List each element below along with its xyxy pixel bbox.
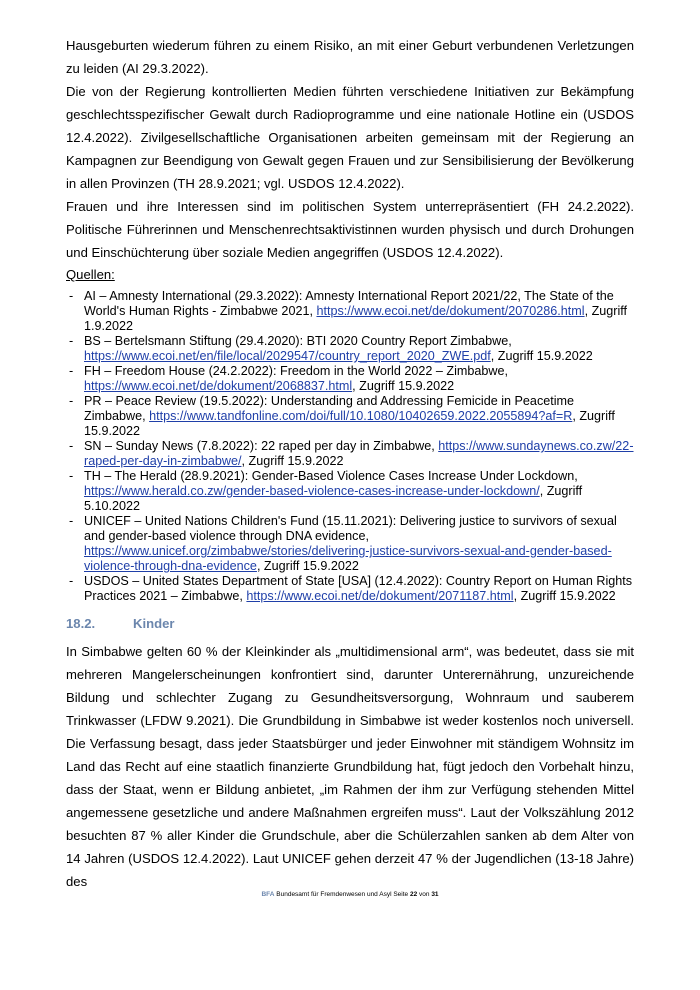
- source-item: - TH – The Herald (28.9.2021): Gender-Based Violence Cases Increase Under Lockdown, https://www.herald.co.zw/gender-based-violence-cases-increase-under-lockdown/, Zugriff 5.10.2022: [84, 469, 634, 514]
- footer-of: von: [419, 891, 430, 898]
- source-link[interactable]: https://www.ecoi.net/de/dokument/2068837.html: [84, 379, 353, 393]
- paragraph-media-initiatives: Die von der Regierung kontrollierten Medien führten verschiedene Initiativen zur Bekämpfung geschlechtsspezifischer Gewalt durch Radioprogramme und eine nationale Hotline ein (USDOS 12.4.2022). Zivilgesellschaftliche Organisationen arbeiten gemeinsam mit der Regierung an Kampagnen zur Beendigung von Gewalt gegen Frauen und zur Sensibilisierung der Bevölkerung in allen Provinzen (TH 28.9.2021; vgl. USDOS 12.4.2022).: [66, 84, 634, 191]
- sources-list: [66, 289, 634, 604]
- footer-text: Bundesamt für Fremdenwesen und Asyl Seite: [276, 891, 409, 898]
- page-footer: [0, 891, 700, 898]
- sources-heading: Quellen:: [66, 267, 115, 282]
- footer-brand: BFA: [261, 891, 275, 898]
- source-link[interactable]: https://www.ecoi.net/en/file/local/2029547/country_report_2020_ZWE.pdf: [84, 349, 491, 363]
- footer-page-number: 22: [409, 891, 418, 898]
- section-number: 18.2.: [66, 616, 96, 631]
- source-item: - SN – Sunday News (7.8.2022): 22 raped per day in Zimbabwe, https://www.sundaynews.co.zw/22-raped-per-day-in-zimbabwe/, Zugriff 15.9.2022: [84, 439, 634, 469]
- source-item: - FH – Freedom House (24.2.2022): Freedom in the World 2022 – Zimbabwe, https://www.ecoi.net/de/dokument/2068837.html, Zugriff 15.9.2022: [84, 364, 634, 394]
- paragraph-political-representation: Frauen und ihre Interessen sind im politischen System unterrepräsentiert (FH 24.2.2022). Politische Führerinnen und Menschenrechtsaktivistinnen wurden physisch und durch Drohungen und Einschüchterung über soziale Medien angegriffen (USDOS 12.4.2022).: [66, 199, 634, 260]
- source-item: - BS – Bertelsmann Stiftung (29.4.2020): BTI 2020 Country Report Zimbabwe, https://www.ecoi.net/en/file/local/2029547/country_report_2020_ZWE.pdf, Zugriff 15.9.2022: [84, 334, 634, 364]
- source-item: - UNICEF – United Nations Children's Fund (15.11.2021): Delivering justice to survivors of sexual and gender-based violence through DNA evidence, https://www.unicef.org/zimbabwe/stories/delivering-justice-survivors-sexual-and-gender-based-violence-through-dna-evidence, Zugriff 15.9.2022: [84, 514, 634, 574]
- source-item: - USDOS – United States Department of State [USA] (12.4.2022): Country Report on Human Rights Practices 2021 – Zimbabwe, https://www.ecoi.net/de/dokument/2071187.html, Zugriff 15.9.2022: [84, 574, 634, 604]
- footer-page-total: 31: [431, 891, 439, 898]
- source-link[interactable]: https://www.ecoi.net/de/dokument/2070286.html: [316, 304, 585, 318]
- source-link[interactable]: https://www.tandfonline.com/doi/full/10.1080/10402659.2022.2055894?af=R: [149, 409, 573, 423]
- source-link[interactable]: https://www.herald.co.zw/gender-based-violence-cases-increase-under-lockdown/: [84, 484, 540, 498]
- source-item: - AI – Amnesty International (29.3.2022): Amnesty International Report 2021/22, The State of the World's Human Rights - Zimbabwe 2021, https://www.ecoi.net/de/dokument/2070286.html, Zugriff 1.9.2022: [84, 289, 634, 334]
- section-heading: [66, 614, 634, 634]
- source-link[interactable]: https://www.ecoi.net/de/dokument/2071187.html: [246, 589, 514, 603]
- source-item: - PR – Peace Review (19.5.2022): Understanding and Addressing Femicide in Peacetime Zimbabwe, https://www.tandfonline.com/doi/full/10.1080/10402659.2022.2055894?af=R, Zugriff 15.9.2022: [84, 394, 634, 439]
- document-page: [66, 34, 634, 893]
- section-title: Kinder: [133, 616, 175, 631]
- paragraph-children: In Simbabwe gelten 60 % der Kleinkinder als „multidimensional arm“, was bedeutet, dass sie mit mehreren Mangelerscheinungen konfrontiert sind, darunter Unterernährung, unzureichende Bildung und schlechter Zugang zu Gesundheitsversorgung, Wohnraum und sauberem Trinkwasser (LFDW 9.2021). Die Grundbildung in Simbabwe ist weder kostenlos noch universell. Die Verfassung besagt, dass jeder Staatsbürger und jeder Einwohner mit ständigem Wohnsitz im Land das Recht auf eine staatlich finanzierte Grundbildung hat, fügt jedoch den Vorbehalt hinzu, dass der Staat, wenn er Bildung anbietet, „im Rahmen der ihm zur Verfügung stehenden Mittel angemessene gesetzliche und andere Maßnahmen ergreifen muss“. Laut der Volkszählung 2012 besuchten 87 % aller Kinder die Grundschule, aber die Schülerzahlen sanken ab dem Alter von 14 Jahren (USDOS 12.4.2022). Laut UNICEF gehen derzeit 47 % der Jugendlichen (13-18 Jahre) des: [66, 644, 634, 889]
- source-link[interactable]: https://www.sundaynews.co.zw/22-raped-per-day-in-zimbabwe/: [84, 439, 634, 468]
- source-link[interactable]: https://www.unicef.org/zimbabwe/stories/delivering-justice-survivors-sexual-and-gender-based-violence-through-dna-evidence: [84, 544, 612, 573]
- paragraph-home-births: Hausgeburten wiederum führen zu einem Risiko, an mit einer Geburt verbundenen Verletzungen zu leiden (AI 29.3.2022).: [66, 38, 634, 76]
